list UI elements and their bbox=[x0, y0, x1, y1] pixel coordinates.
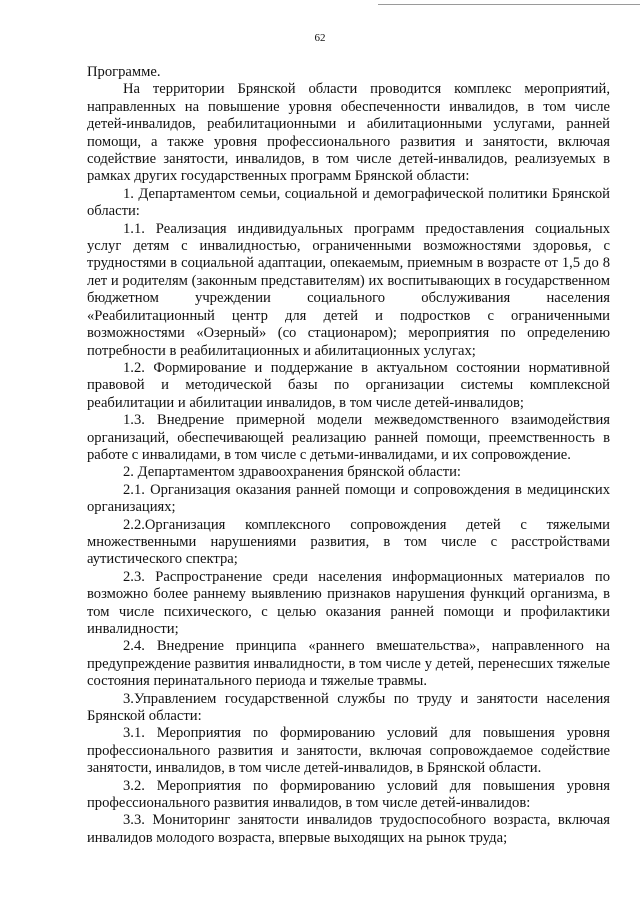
document-body bbox=[87, 64, 610, 847]
item-3-2: 3.2. Мероприятия по формированию условий для повышения уровня профессионального развития инвалидов, в том числе детей-инвалидов: bbox=[87, 777, 610, 812]
item-1-3: 1.3. Внедрение примерной модели межведомственного взаимодействия организаций, обеспечивающей реализацию ранней помощи, преемственность в работе с инвалидами, в том числе с детьми-инвалидами, и их сопровождение. bbox=[87, 412, 610, 463]
item-2-2: 2.2.Организация комплексного сопровождения детей с тяжелыми множественными нарушениями развития, в том числе с расстройствами аутистического спектра; bbox=[87, 516, 610, 568]
item-3-1: 3.1. Мероприятия по формированию условий для повышения уровня профессионального развития и занятости, включая сопровождаемое содействие занятости, инвалидов, в том числе детей-инвалидов, в Брянской области. bbox=[87, 725, 610, 777]
item-2-4: 2.4. Внедрение принципа «раннего вмешательства», направленного на предупреждение развития инвалидности, в том числе у детей, перенесших тяжелые состояния перинатального периода и тяжелые травмы. bbox=[87, 638, 610, 690]
section-2-heading: 2. Департаментом здравоохранения брянской области: bbox=[123, 464, 461, 481]
item-2-3: 2.3. Распространение среди населения информационных материалов по возможно более раннему выявлению признаков нарушения функций организма, в том числе психического, с целью оказания ранней помощи и профилактики инвалидности; bbox=[87, 568, 610, 637]
page-number: 62 bbox=[314, 32, 326, 44]
section-3-heading: 3.Управлением государственной службы по труду и занятости населения Брянской области: bbox=[87, 690, 610, 725]
paragraph-intro: На территории Брянской области проводится комплекс мероприятий, направленных на повышение уровня обеспеченности инвалидов, в том числе детей-инвалидов, реабилитационными и абилитационными услугами, ранней помощи, а также уровня профессионального развития и занятости, включая содействие занятости, инвалидов, в том числе детей-инвалидов, реализуемых в рамках других государственных программ Брянской области: bbox=[87, 81, 610, 185]
item-1-1: 1.1. Реализация индивидуальных программ предоставления социальных услуг детям с инвалидностью, ограниченными возможностями здоровья, с трудностями в социальной адаптации, опекаемым, приемным в возрасте от 1,5 до 8 лет и родителям (законным представителям) их воспитывающих в государственном бюджетном учреждении социального обслуживания населения «Реабилитационный центр для детей и подростков с ограниченными возможностями «Озерный» (со стационаром); мероприятия по определению потребности в реабилитационных и абилитационных услугах; bbox=[87, 220, 610, 359]
item-3-3: 3.3. Мониторинг занятости инвалидов трудоспособного возраста, включая инвалидов молодого возраста, впервые выходящих на рынок труда; bbox=[87, 812, 610, 846]
scan-edge-line bbox=[378, 4, 640, 5]
paragraph-continuation: Программе. bbox=[87, 64, 161, 80]
item-1-2: 1.2. Формирование и поддержание в актуальном состоянии нормативной правовой и методической базы по организации системы комплексной реабилитации и абилитации инвалидов, в том числе детей-инвалидов; bbox=[87, 359, 610, 411]
section-1-heading: 1. Департаментом семьи, социальной и демографической политики Брянской области: bbox=[87, 185, 610, 220]
item-2-1: 2.1. Организация оказания ранней помощи и сопровождения в медицинских организациях; bbox=[87, 481, 610, 516]
